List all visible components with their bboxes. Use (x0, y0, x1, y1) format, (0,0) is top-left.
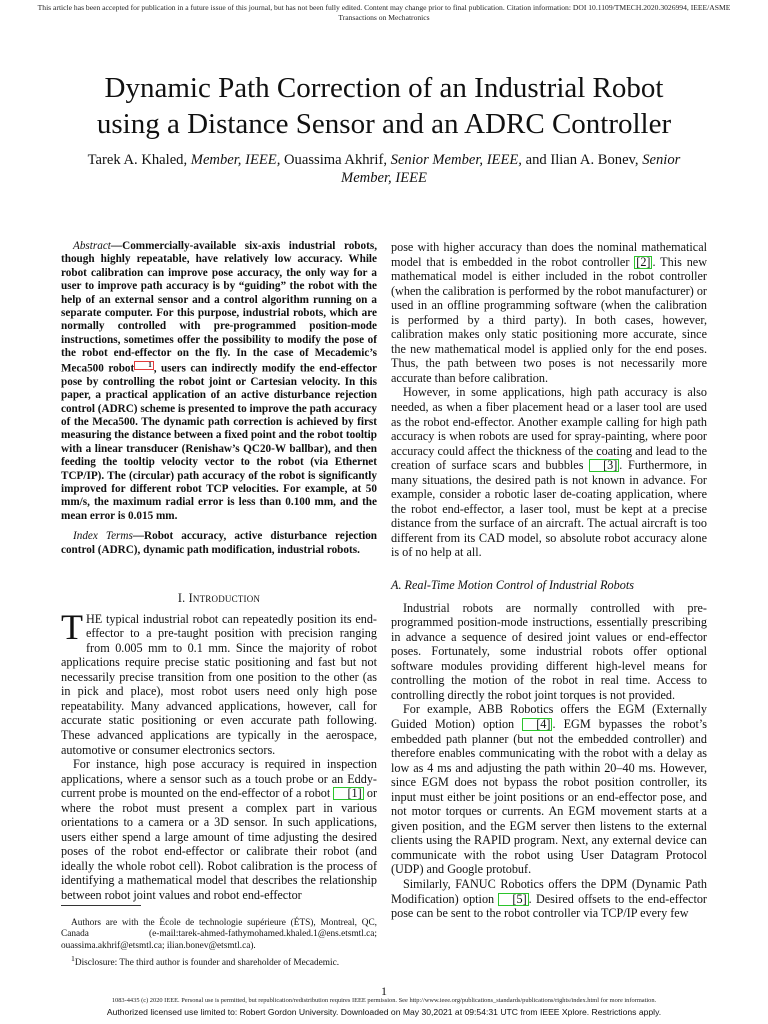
abstract-lead: Abstract (73, 240, 111, 252)
subsection-heading: A. Real-Time Motion Control of Industrial Robots (391, 578, 634, 593)
section-number: I. (177, 591, 189, 606)
copyright-notice: 1083-4435 (c) 2020 IEEE. Personal use is permitted, but republication/redistribution requires IEEE permission. See http://www.ieee.org/publications_standards/publications/rights/index.html for more information. (111, 997, 657, 1004)
citation-link-5[interactable]: [5] (498, 893, 528, 906)
header-note-line1: This article has been accepted for publication in a future issue of this journal, but has not been fully edited. Content may change prior to final publication. Citation information: DOI 10.1109/TMECH.2020.3026994, IEEE/ASME (37, 3, 731, 12)
paper-title (30, 70, 738, 142)
right-p4-text-a: For example, ABB Robotics offers the EGM (Externally Guided Motion) option (391, 702, 707, 731)
intro-p2-text-b: or where the robot must present a complex part in various orientations to a camera or a 3D sensor. In such applications, users either spend a large amount of time adjusting the desired poses of the robot end-effector or calibrate their robot (and ideally the whole robot cell). Robot calibration is the process of identifying a mathematical model that describes the relationship between robot joint values and robot end-effector (61, 786, 377, 903)
author-3-role: Senior Member, IEEE (341, 152, 681, 186)
right-paragraph-2 (391, 385, 707, 560)
header-note-line2: Transactions on Mechatronics (338, 12, 430, 22)
page-number: 1 (381, 984, 387, 998)
abstract-text-2: , users can indirectly modify the end-effector pose by controlling the robot joint or Cartesian velocity. In this paper, a practical application of an active disturbance rejection control (ADRC) scheme is presented to improve the path accuracy of the Meca500. The dynamic path correction is achieved by first measuring the distance between a fixed point and the robot tooltip with a linear transducer (Renishaw’s QC20-W ballbar), and then feeding the tooltip velocity vector to the robot (via Ethernet TCP/IP). The (circular) path accuracy of the robot is significantly improved for different robot TCP velocities. For example, at 50 mm/s, the maximum radial error is less than 0.100 mm, and the mean error is 0.015 mm. (61, 362, 377, 522)
citation-link-3[interactable]: [3] (589, 459, 619, 472)
right-p1-text-b: . This new mathematical model is either included in the robot controller (when the calibration is performed by the robot manufacturer) or used in an offline programming software (when the calibration is performed by a third party). In both cases, however, calibration makes only static positioning more accurate, since the new mathematical model is applied only for the end poses. Thus, the path between two poses is not necessarily more accurate than before calibration. (391, 254, 707, 385)
title-line2: using a Distance Sensor and an ADRC Controller (96, 108, 672, 140)
author-list (70, 151, 698, 187)
citation-link-1[interactable]: [1] (333, 787, 363, 800)
citation-link-2[interactable]: [2] (636, 254, 651, 269)
right-paragraph-5 (391, 877, 707, 921)
section-heading-introduction (61, 591, 377, 606)
right-p5-text-b: . Desired offsets to the end-effector pose can be sent to the robot controller via TCP/IP every few (391, 891, 707, 921)
intro-p2-text-a: For instance, high pose accuracy is required in inspection applications, where a sensor such as a touch probe or an Eddy-current probe is mounted on the end-effector of a robot (61, 757, 377, 801)
abstract-text-1: —Commercially-available six-axis industrial robots, though highly repeatable, have relatively low accuracy. While robot calibration can improve pose accuracy, the only way for a user to improve path accuracy is by “guiding” the robot with the help of an external sensor and a control algorithm running on a separate computer. For this purpose, industrial robots, which are normally controlled with pre-programmed position-mode instructions, sometimes offer the possibility to modify the pose of the robot end-effector on the fly. In the case of Mecademic’s Meca500 robot (61, 240, 377, 375)
abstract (61, 240, 377, 523)
intro-paragraph-2 (61, 757, 377, 902)
index-terms-text: —Robot accuracy, active disturbance rejection control (ADRC), dynamic path modification, industrial robots. (61, 530, 378, 556)
right-p2-text-b: . Furthermore, in many situations, the desired path is not known in advance. For example, consider a robotic laser de-coating application, where the robot end-effector, a laser tool, must be kept at a precise distance from the surface of an aircraft. The actual aircraft is too different from its CAD model, so absolute robot accuracy alone is of no help at all. (391, 458, 707, 560)
footnotes (61, 918, 377, 970)
right-p5-text-a: Similarly, FANUC Robotics offers the DPM (Dynamic Path Modification) option (391, 876, 707, 906)
right-paragraph-4 (391, 702, 707, 877)
intro-paragraph-1 (61, 606, 377, 757)
citation-link-4[interactable]: [4] (522, 718, 552, 731)
left-column (61, 240, 377, 903)
footnote-1-link[interactable]: 1 (134, 361, 154, 370)
index-terms-lead: Index Terms (73, 530, 133, 543)
right-p4-text-b: . EGM bypasses the robot’s embedded path planner (but not the embedded controller) and therefore enables communicating with the robot with a delay as low as 4 ms and adjusting the path within 20–40 ms. However, since EGM does not bypass the robot position controller, its input must either be joint positions or an end-effector pose, and not motor torques or currents. An EGM movement starts at a given position, and the EGM server then listens to the external clients using the RAPID program. Next, any external device can communicate with the robot using User Datagram Protocol (UDP) and Google protobuf. (391, 716, 707, 877)
author-2: Ouassima Akhrif, (284, 152, 387, 168)
right-column (391, 240, 707, 921)
journal-header-note (0, 3, 768, 22)
disclosure-footnote (61, 953, 377, 969)
section-title: Introduction (188, 591, 261, 606)
author-1-role: Member, IEEE, (190, 152, 281, 168)
download-notice: Authorized licensed use limited to: Robert Gordon University. Downloaded on May 30,2021 at 09:54:31 UTC from IEEE Xplore. Restrictions apply. (106, 1007, 662, 1017)
right-paragraph-1 (391, 240, 707, 385)
intro-p1-text: HE typical industrial robot can repeatedly position its end-effector to a pre-taught position with precision ranging from 0.005 mm to 0.1 mm. Since the majority of robot applications require precise static positioning and fast but not necessarily precise transition from one position to the other (as in pick and place), most robot users need only high pose repeatability. Many advanced applications, however, call for accurate static positioning or even accurate path following. These advanced applications are typically in the aerospace, automotive or consumer electronics sectors. (61, 611, 377, 757)
author-1: Tarek A. Khaled, (87, 152, 188, 168)
footnote-1-mark: 1 (71, 953, 75, 963)
disclosure-text: Disclosure: The third author is founder and shareholder of Mecademic. (74, 957, 340, 968)
right-paragraph-3: Industrial robots are normally controlled with pre-programmed position-mode instructions, essentially prescribing in advance a sequence of desired joint values or end-effector poses. Fortunately, some industrial robots offer optional software modules providing different high-level means for controlling the motion of the robot in real time. Access to controlling directly the robot joint torques is not provided. (391, 600, 707, 702)
right-p2-text-a: However, in some applications, high path accuracy is also needed, as when a fiber placement head or a laser tool are used as the robot end-effector. Another example calling for high path accuracy is when robots are used for spray-painting, where poor accuracy could affect the thickness of the coating and lead to the creation of surface scars and bubbles (391, 385, 707, 473)
affiliation-footnote: Authors are with the École de technologie supérieure (ÉTS), Montreal, QC, Canada (e-mail:tarek-ahmed-fathymohamed.khaled.1@ens.etsmtl.ca; ouassima.akhrif@etsmtl.ca; ilian.bonev@etsmtl.ca). (61, 918, 377, 951)
author-3: and Ilian A. Bonev, (525, 152, 639, 168)
right-p1-text-a: pose with higher accuracy than does the nominal mathematical model that is embedded in the robot controller (391, 240, 707, 269)
index-terms (61, 530, 377, 557)
title-line1: Dynamic Path Correction of an Industrial Robot (104, 72, 664, 104)
drop-cap: T (61, 606, 83, 647)
footnote-divider (61, 905, 141, 906)
author-2-role: Senior Member, IEEE, (390, 152, 522, 168)
